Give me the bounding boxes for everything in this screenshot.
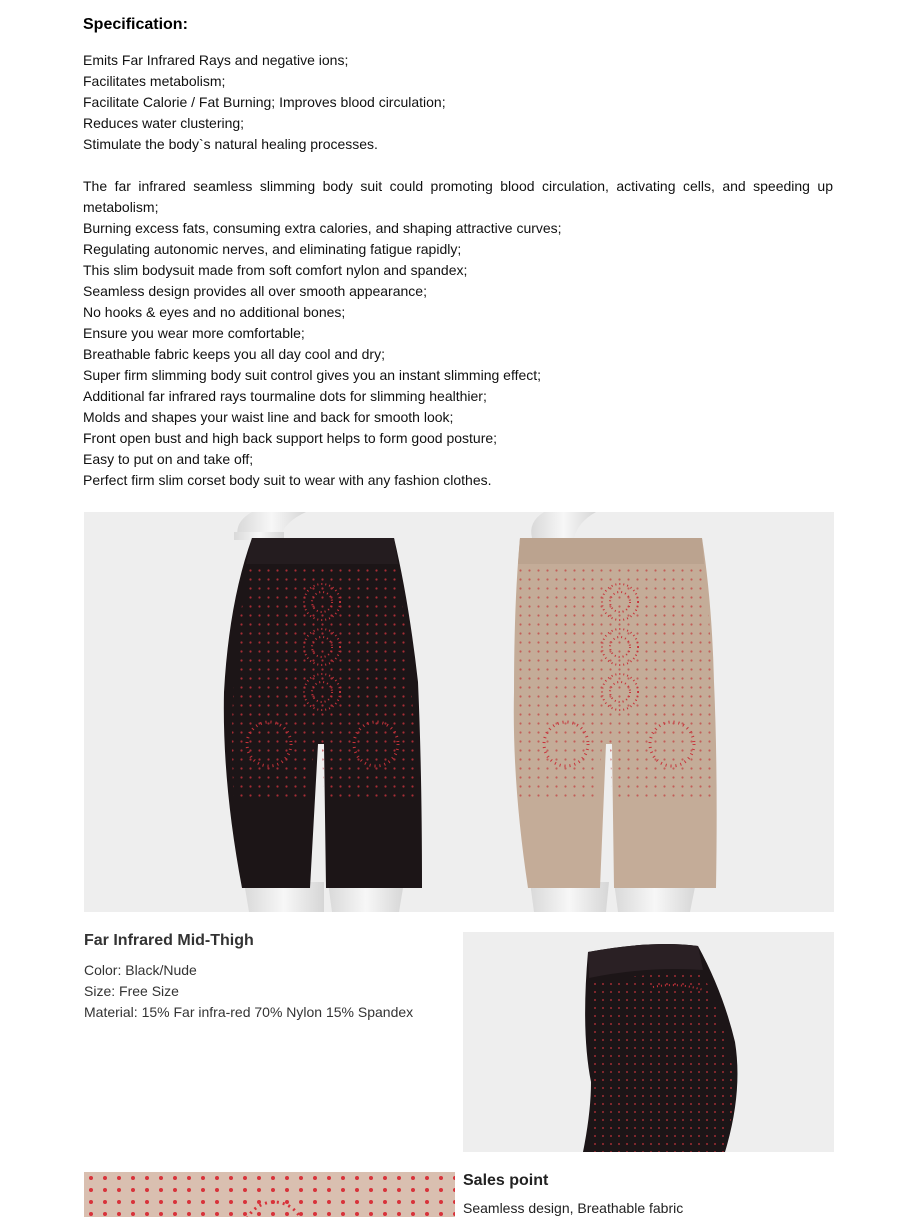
sales-point-title: Sales point — [463, 1172, 549, 1189]
spec-item: Facilitate Calorie / Fat Burning; Improves blood circulation; — [83, 94, 446, 110]
spec-item: Reduces water clustering; — [83, 115, 245, 131]
nude-shorts-figure — [514, 512, 717, 912]
product-photo-main — [84, 512, 834, 912]
feature-list — [83, 176, 833, 491]
feature-item: No hooks & eyes and no additional bones; — [83, 304, 346, 320]
product-photo-side — [463, 932, 834, 1152]
feature-item: Additional far infrared rays tourmaline dots for slimming healthier; — [83, 388, 487, 404]
feature-item: Front open bust and high back support helps to form good posture; — [83, 430, 498, 446]
spec-item: Facilitates metabolism; — [83, 73, 226, 89]
feature-item: Easy to put on and take off; — [83, 451, 254, 467]
feature-item: Breathable fabric keeps you all day cool and dry; — [83, 346, 385, 362]
feature-item: This slim bodysuit made from soft comfort nylon and spandex; — [83, 262, 468, 278]
product-size: Size: Free Size — [84, 983, 179, 999]
spec-title: Specification: — [83, 16, 188, 33]
product-color: Color: Black/Nude — [84, 962, 197, 978]
feature-item: Regulating autonomic nerves, and eliminating fatigue rapidly; — [83, 241, 462, 257]
sales-point-text: Seamless design, Breathable fabric — [463, 1200, 684, 1216]
fabric-closeup-photo — [84, 1172, 455, 1217]
spec-item: Emits Far Infrared Rays and negative ions; — [83, 52, 349, 68]
feature-item: Ensure you wear more comfortable; — [83, 325, 305, 341]
feature-item: Burning excess fats, consuming extra calories, and shaping attractive curves; — [83, 220, 562, 236]
feature-item: Seamless design provides all over smooth appearance; — [83, 283, 427, 299]
feature-item: The far infrared seamless slimming body suit could promoting blood circulation, activating cells, and speeding up metabolism; — [83, 178, 833, 215]
feature-item: Super firm slimming body suit control gives you an instant slimming effect; — [83, 367, 542, 383]
product-title: Far Infrared Mid-Thigh — [84, 932, 254, 949]
feature-item: Molds and shapes your waist line and back for smooth look; — [83, 409, 454, 425]
spec-item: Stimulate the body`s natural healing processes. — [83, 136, 378, 152]
spec-list — [83, 50, 833, 155]
feature-item: Perfect firm slim corset body suit to wear with any fashion clothes. — [83, 472, 492, 488]
product-attributes — [84, 960, 413, 1023]
product-material: Material: 15% Far infra-red 70% Nylon 15% Spandex — [84, 1004, 414, 1020]
black-shorts-figure — [224, 512, 422, 912]
